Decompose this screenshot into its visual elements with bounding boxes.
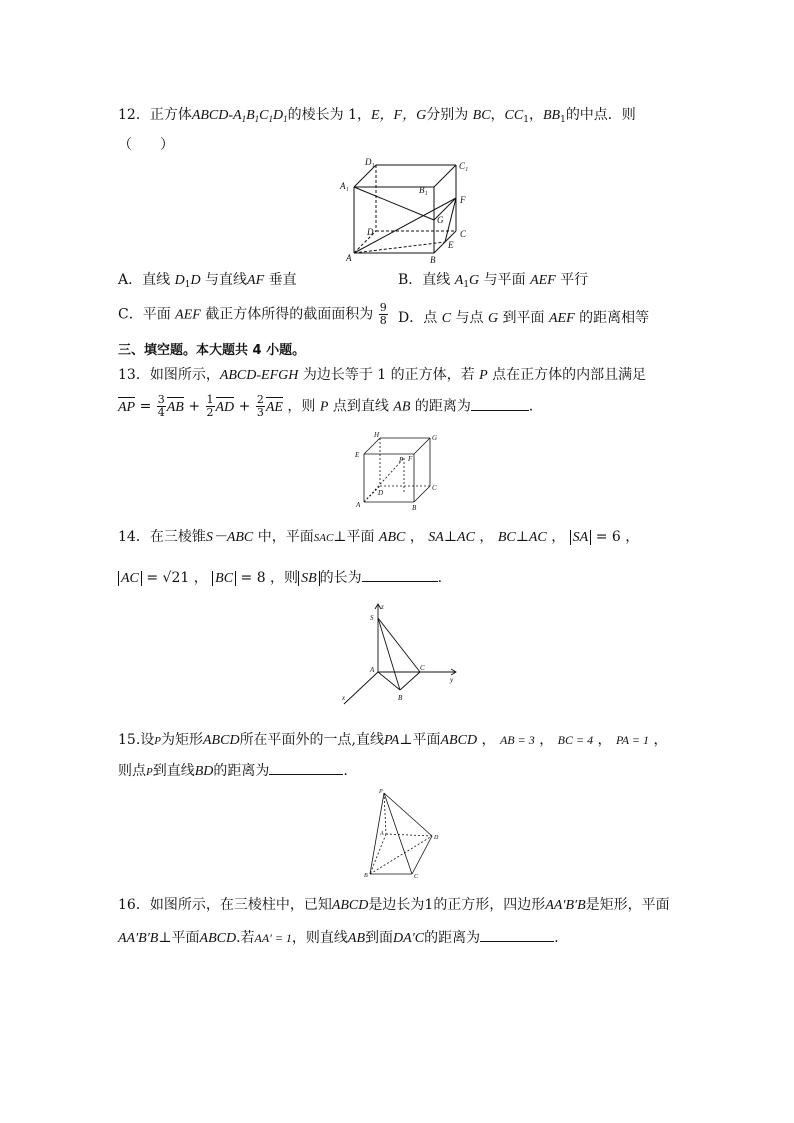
section-title: 三、填空题。本大题共 4 小题。: [118, 343, 306, 358]
svg-text:C: C: [432, 484, 437, 492]
label-d1: D₁: [365, 157, 375, 167]
svg-text:P: P: [399, 456, 404, 464]
svg-text:y: y: [450, 676, 454, 684]
svg-text:A: A: [370, 666, 375, 674]
svg-text:A: A: [380, 831, 384, 837]
svg-text:B: B: [398, 694, 403, 702]
svg-text:D: D: [378, 489, 384, 497]
q13-cube-figure: [352, 430, 442, 510]
label-f: F: [460, 195, 466, 205]
label-b1: B₁: [419, 185, 428, 195]
q12-option-a[interactable]: A．直线 $D_1D$ 与直线AF 垂直: [118, 272, 297, 290]
q13-answer-blank[interactable]: [471, 396, 529, 411]
seg-ae: [354, 242, 445, 253]
svg-text:S: S: [370, 614, 374, 622]
q15-figure: [362, 788, 446, 880]
svg-text:C: C: [414, 874, 419, 880]
label-c: C: [460, 229, 467, 239]
edge-b1c1: [434, 165, 456, 187]
svg-text:F: F: [408, 455, 413, 463]
svg-text:H: H: [374, 431, 380, 439]
q12-answer-paren: （ ）: [118, 137, 174, 153]
label-g: G: [437, 215, 444, 225]
svg-text:G: G: [432, 434, 438, 442]
edge-a1d1: [354, 165, 376, 187]
q12-cube-figure: [338, 157, 468, 265]
q12-option-d[interactable]: D．点 C 与点 G 到平面 AEF 的距离相等: [398, 310, 650, 326]
q12-option-c[interactable]: C．平面 AEF 截正方体所得的截面面积为 $\frac{9}{8}$: [118, 301, 387, 327]
q14-stem-line2: AC = √21 ， BC = 8 ，则 SB 的长为 .: [118, 567, 442, 587]
q14-stem-line1: 14．在三棱锥S－ABC 中，平面SAC⊥平面 ABC ， SA⊥AC ， BC⊥AC ， SA = 6 ，: [118, 529, 640, 545]
svg-text:C: C: [420, 664, 425, 672]
q16-answer-blank[interactable]: [480, 927, 554, 942]
svg-text:A: A: [356, 501, 361, 509]
label-d: D: [367, 227, 374, 237]
svg-text:z: z: [381, 603, 384, 611]
q15-stem-line2: 则点P到直线BD的距离为 .: [118, 760, 348, 780]
q14-answer-blank[interactable]: [362, 567, 438, 582]
label-e: E: [448, 240, 454, 250]
q13-stem-line1: 13．如图所示，ABCD-EFGH 为边长等于 1 的正方体，若 P 点在正方体的内部且满足: [118, 367, 647, 383]
q16-stem-line2: AA′B′B⊥平面ABCD.若AA′ = 1，则直线AB到面DA′C的距离为 .: [118, 927, 559, 947]
svg-text:E: E: [355, 451, 360, 459]
seg-ef: [445, 198, 456, 242]
label-a: A: [346, 253, 352, 263]
svg-text:B: B: [412, 504, 417, 512]
svg-text:B: B: [364, 873, 368, 879]
svg-text:P: P: [379, 789, 383, 795]
q16-stem-line1: 16．如图所示，在三棱柱中，已知ABCD是边长为1的正方形，四边形AA′B′B是矩形，平面: [118, 897, 670, 913]
svg-text:x: x: [342, 694, 346, 702]
q12-stem-line1: 12．正方体ABCD-$A_1B_1C_1D_1$的棱长为 1，E，F，G分别为 BC，$CC_1$，$BB_1$的中点．则: [118, 107, 636, 125]
x-axis: [344, 672, 378, 704]
label-c1: C₁: [459, 161, 469, 171]
label-a1: A₁: [340, 181, 349, 191]
q15-stem-line1: 15.设P为矩形ABCD所在平面外的一点,直线PA⊥平面ABCD ， AB = 3 ， BC = 4 ， PA = 1 ，: [118, 732, 668, 748]
q14-pyramid-figure: [338, 600, 463, 708]
q12-option-b[interactable]: B．直线 $A_1G$ 与平面 AEF 平行: [398, 272, 589, 290]
svg-text:D: D: [434, 835, 439, 841]
label-b: B: [430, 255, 436, 265]
q15-answer-blank[interactable]: [269, 760, 343, 775]
q13-stem-line2: AP = $\frac{3}{4}$ AB + $\frac{1}{2}$ AD + $\frac{2}{3}$ AE ，则 P 点到直线 AB 的距离为 ．: [118, 393, 543, 419]
fraction-9-8: $\frac{9}{8}$: [379, 301, 387, 327]
seg-af: [354, 198, 456, 253]
